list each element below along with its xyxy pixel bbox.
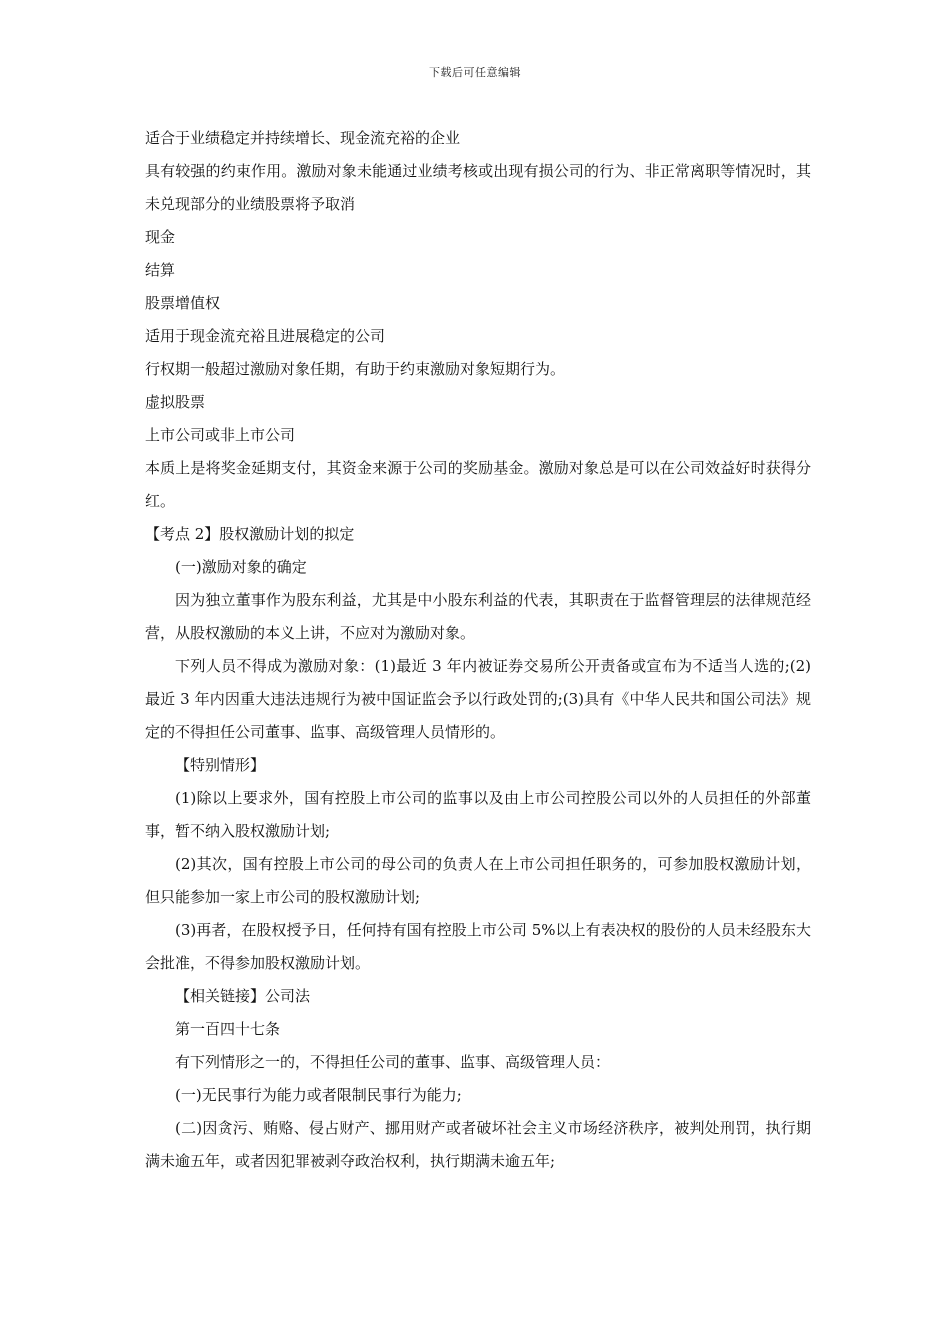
paragraph: 下列人员不得成为激励对象：(1)最近 3 年内被证券交易所公开责备或宣布为不适当人选的;(2)最近 3 年内因重大违法违规行为被中国证监会予以行政处罚的;(3)具有《中华人民共和国公司法》规定的不得担任公司董事、监事、高级管理人员情形的。 [145,657,811,741]
paragraph: (一)无民事行为能力或者限制民事行为能力; [175,1086,462,1104]
subsection-heading: (一)激励对象的确定 [175,558,307,576]
paragraph: 有下列情形之一的，不得担任公司的董事、监事、高级管理人员： [175,1053,611,1071]
paragraph: (1)除以上要求外，国有控股上市公司的监事以及由上市公司控股公司以外的人员担任的外部董事，暂不纳入股权激励计划; [145,789,811,840]
paragraph: 结算 [145,261,176,279]
paragraph: (2)其次，国有控股上市公司的母公司的负责人在上市公司担任职务的，可参加股权激励计划，但只能参加一家上市公司的股权激励计划; [145,855,811,906]
paragraph: 上市公司或非上市公司 [145,426,296,444]
related-link-heading: 【相关链接】公司法 [175,987,311,1005]
paragraph: 本质上是将奖金延期支付，其资金来源于公司的奖励基金。激励对象总是可以在公司效益好时获得分红。 [145,459,811,510]
paragraph: 股票增值权 [145,294,221,312]
special-case-heading: 【特别情形】 [175,756,266,774]
paragraph: 适用于现金流充裕且进展稳定的公司 [145,327,386,345]
paragraph: 因为独立董事作为股东利益，尤其是中小股东利益的代表，其职责在于监督管理层的法律规范经营，从股权激励的本义上讲，不应对为激励对象。 [145,591,811,642]
paragraph: 现金 [145,228,176,246]
document-body [145,122,811,1178]
paragraph: (3)再者，在股权授予日，任何持有国有控股上市公司 5%以上有表决权的股份的人员未经股东大会批准，不得参加股权激励计划。 [145,921,811,972]
paragraph: 适合于业绩稳定并持续增长、现金流充裕的企业 [145,129,461,147]
paragraph: (二)因贪污、贿赂、侵占财产、挪用财产或者破坏社会主义市场经济秩序，被判处刑罚，执行期满未逾五年，或者因犯罪被剥夺政治权利，执行期满未逾五年; [145,1119,811,1170]
paragraph: 行权期一般超过激励对象任期，有助于约束激励对象短期行为。 [145,360,566,378]
paragraph: 虚拟股票 [145,393,206,411]
paragraph: 具有较强的约束作用。激励对象未能通过业绩考核或出现有损公司的行为、非正常离职等情况时，其未兑现部分的业绩股票将予取消 [145,162,811,213]
article-number: 第一百四十七条 [175,1020,281,1038]
section-heading: 【考点 2】股权激励计划的拟定 [145,525,355,543]
page-header: 下载后可任意编辑 [429,66,521,79]
